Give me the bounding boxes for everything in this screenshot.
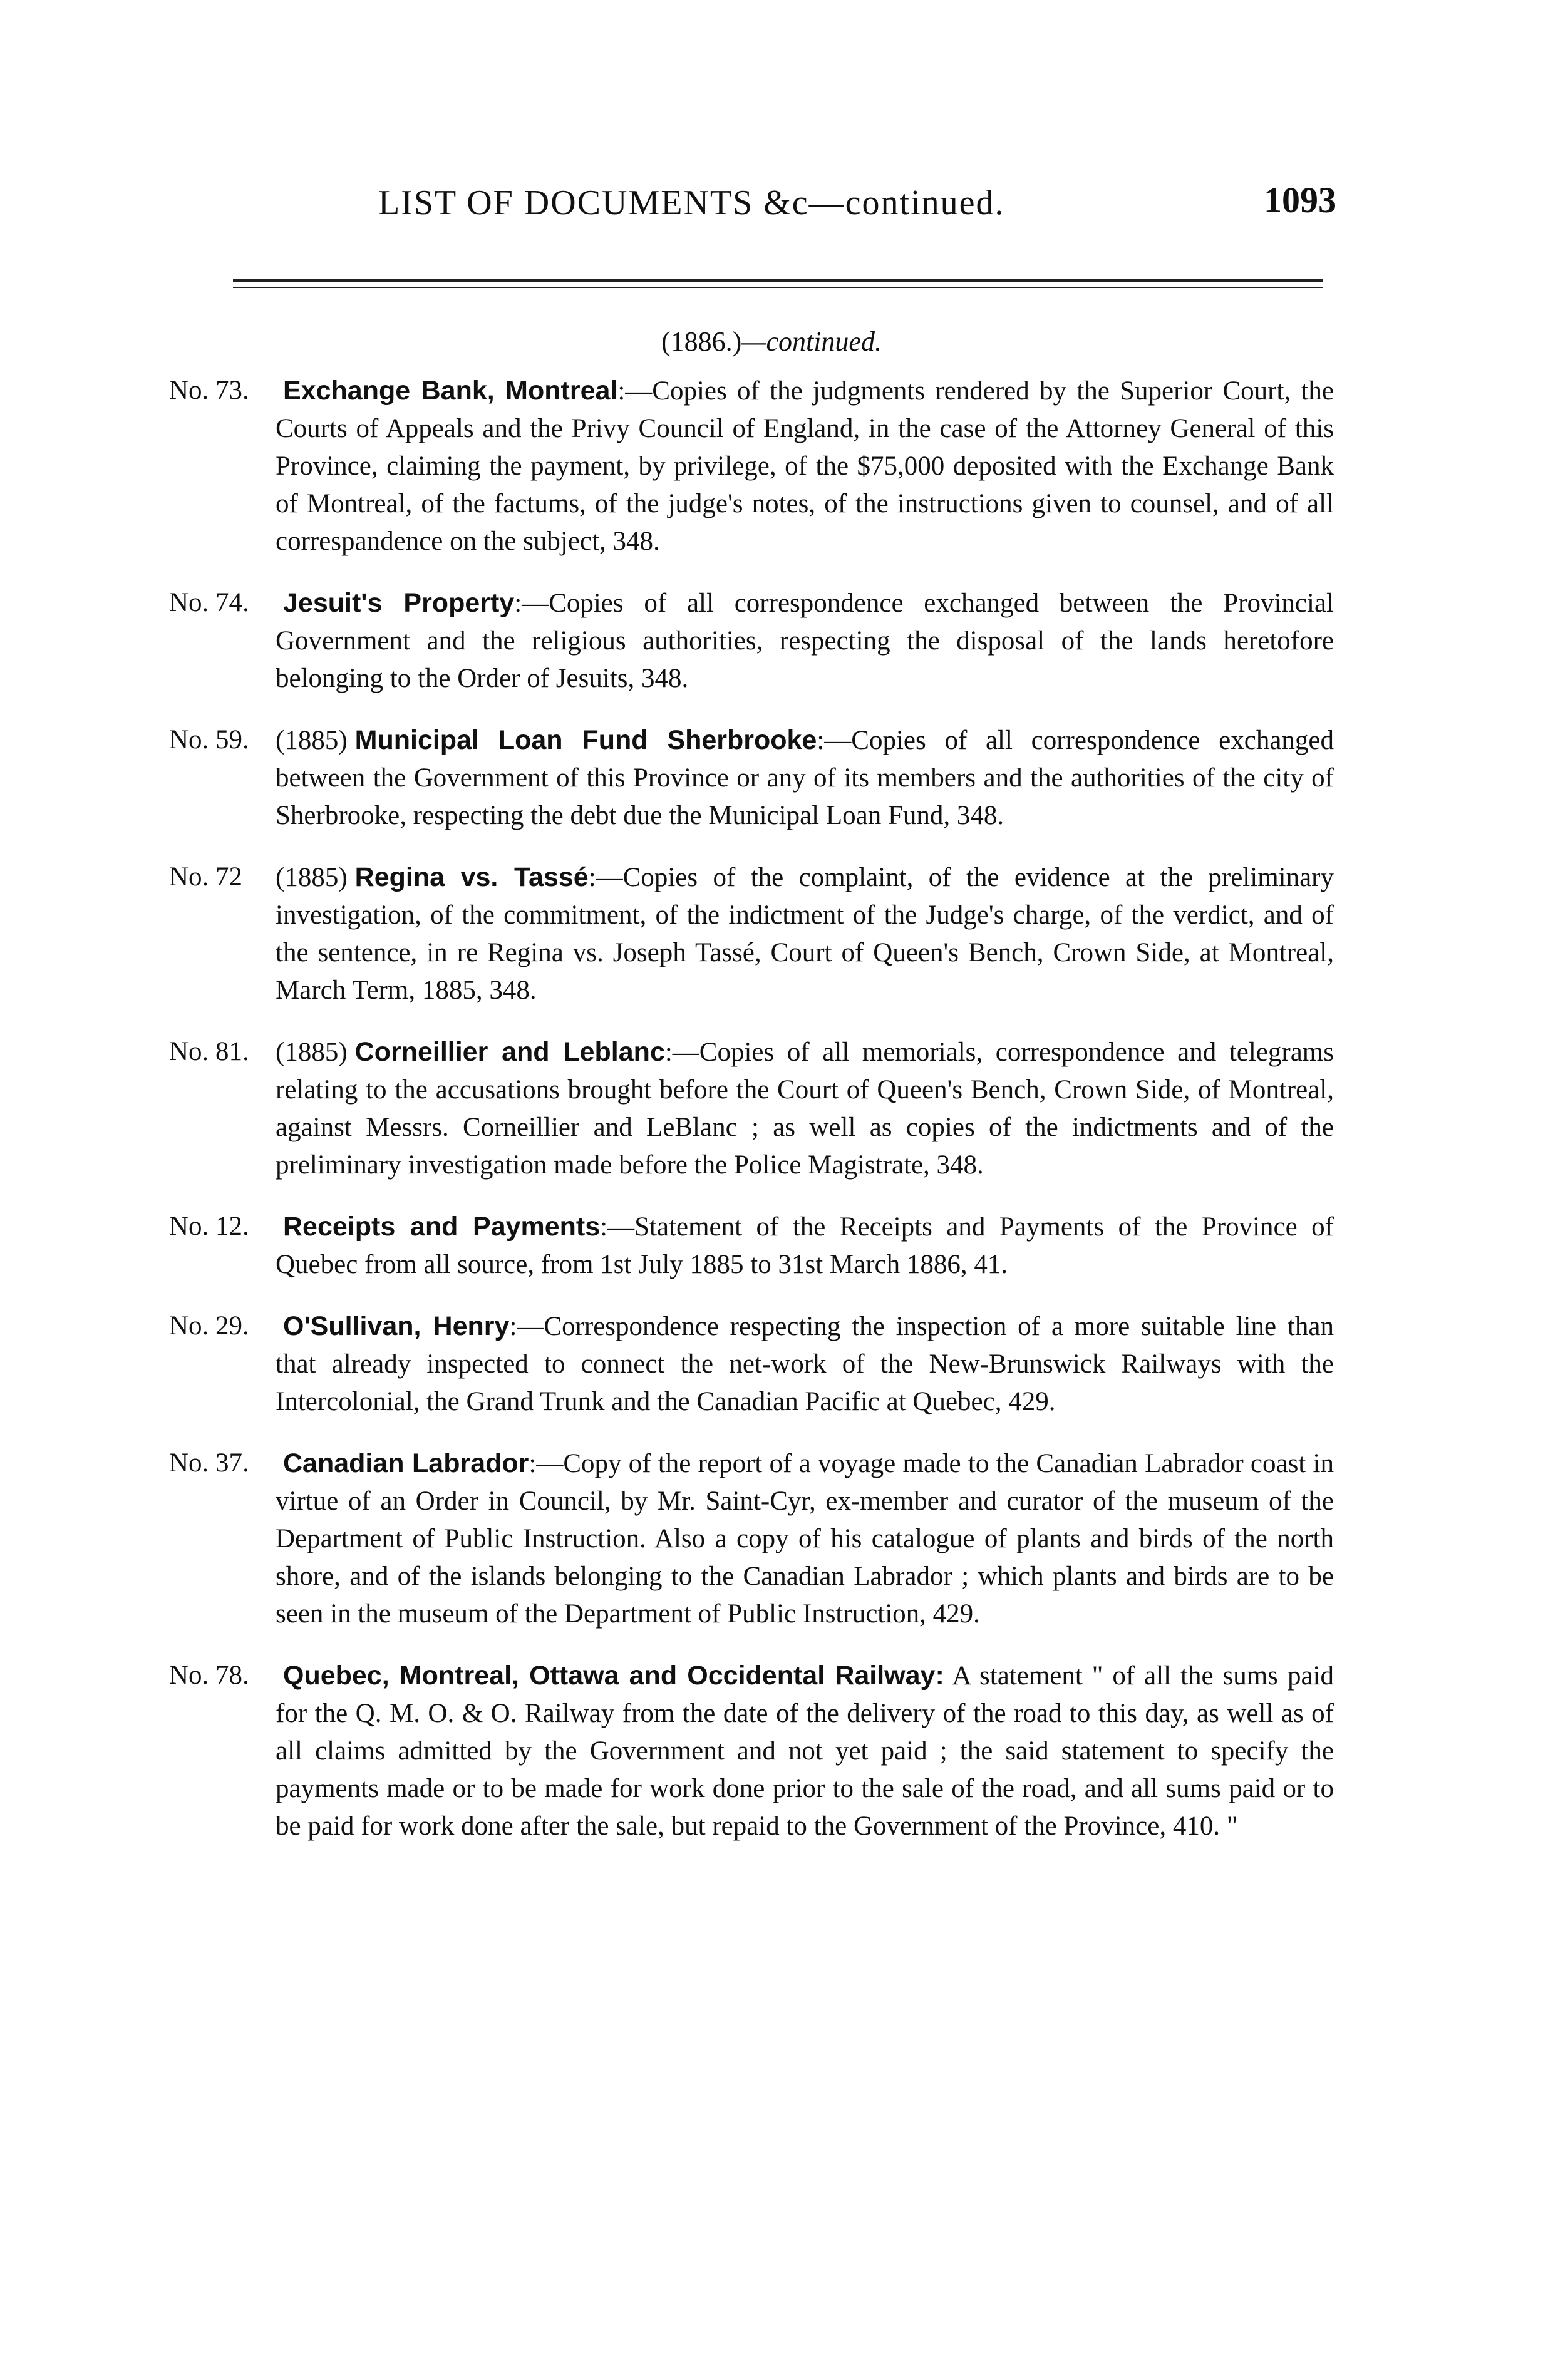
document-entry <box>169 1033 1334 1184</box>
entry-subject: Exchange Bank, Montreal <box>283 376 618 406</box>
entry-text: :—Copy of the report of a voyage made to the Canadian Labrador coast in virtue of an Order in Council, by Mr. Saint-Cyr, ex-member and curator of the museum of the Department of Public Instruction. Also a copy of his catalogue of plants and birds of the north shore, and of the islands belonging to the Canadian Labrador ; which plants and birds are to be seen in the museum of the Department of Public Instruction, 429. <box>276 1449 1334 1629</box>
document-entry <box>169 1208 1334 1284</box>
document-entry <box>169 1307 1334 1421</box>
section-heading <box>0 326 1543 358</box>
section-continued: —continued. <box>741 326 882 357</box>
entry-number: No. 78. <box>169 1661 249 1690</box>
section-year: (1886.) <box>661 326 742 357</box>
entry-number: No. 12. <box>169 1212 249 1241</box>
document-entry <box>169 372 1334 560</box>
entry-text: :—Statement of the Receipts and Payments of the Province of Quebec from all source, from 1st July 1885 to 31st March 1886, 41. <box>276 1212 1334 1279</box>
entry-year: (1885) <box>276 726 348 755</box>
entry-subject: Regina vs. Tassé <box>354 862 589 892</box>
header-rule-thin <box>233 287 1323 288</box>
entry-subject: Canadian Labrador <box>283 1448 529 1478</box>
entry-subject: Corneillier and Leblanc <box>354 1037 665 1067</box>
page-header <box>378 179 1336 229</box>
entry-subject: O'Sullivan, Henry <box>283 1311 510 1341</box>
entry-subject: Receipts and Payments <box>283 1212 601 1242</box>
entry-number: No. 72 <box>169 862 243 892</box>
entry-text: :—Correspondence respecting the inspection of a more suitable line than that already inspected to connect the net-work of the New-Brunswick Railways with the Intercolonial, the Grand Trunk and the Canadian Pacific at Quebec, 429. <box>276 1312 1334 1416</box>
document-entry <box>169 1657 1334 1845</box>
entry-number: No. 59. <box>169 725 249 755</box>
entry-year: (1885) <box>276 863 348 892</box>
entry-subject: Municipal Loan Fund Sherbrooke <box>354 725 817 755</box>
entry-subject: Quebec, Montreal, Ottawa and Occidental Railway: <box>283 1661 944 1691</box>
document-entry <box>169 858 1334 1009</box>
entry-year: (1885) <box>276 1038 348 1067</box>
entry-text: :—Copies of all correspondence exchanged between the Provincial Government and the religious authorities, respecting the disposal of the lands heretofore belonging to the Order of Jesuits, 348. <box>276 589 1334 693</box>
entry-number: No. 29. <box>169 1311 249 1341</box>
document-entry <box>169 721 1334 835</box>
entry-number: No. 37. <box>169 1448 249 1478</box>
entry-text: :—Copies of the judgments rendered by the Superior Court, the Courts of Appeals and the Privy Council of England, in the case of the Attorney General of this Province, claiming the payment, by privilege, of the $75,000 deposited with the Exchange Bank of Montreal, of the factums, of the judge's notes, of the instructions given to counsel, and of all correspandence on the subject, 348. <box>276 376 1334 556</box>
document-list <box>169 372 1334 1869</box>
header-rule <box>233 279 1323 282</box>
document-entry <box>169 584 1334 698</box>
entry-subject: Jesuit's Property <box>283 588 515 618</box>
entry-text: :—Copies of all correspondence exchanged between the Government of this Province or any of its members and the authorities of the city of Sherbrooke, respecting the debt due the Municipal Loan Fund, 348. <box>276 726 1334 830</box>
entry-text: A statement " of all the sums paid for the Q. M. O. & O. Railway from the date of the delivery of the road to this day, as well as of all claims admitted by the Government and not yet paid ; the said statement to specify the payments made or to be made for work done prior to the sale of the road, and all sums paid or to be paid for work done after the sale, but repaid to the Government of the Province, 410. " <box>276 1661 1334 1841</box>
entry-number: No. 81. <box>169 1037 249 1066</box>
entry-number: No. 73. <box>169 376 249 405</box>
entry-text: :—Copies of the complaint, of the evidence at the preliminary investigation, of the commitment, of the indictment of the Judge's charge, of the verdict, and of the sentence, in re Regina vs. Joseph Tassé, Court of Queen's Bench, Crown Side, at Montreal, March Term, 1885, 348. <box>276 863 1334 1005</box>
page-number: 1093 <box>1264 180 1336 220</box>
running-head: LIST OF DOCUMENTS &c—continued. <box>378 183 1005 222</box>
document-entry <box>169 1445 1334 1633</box>
entry-text: :—Copies of all memorials, correspondence and telegrams relating to the accusations brought before the Court of Queen's Bench, Crown Side, of Montreal, against Messrs. Corneillier and LeBlanc ; as well as copies of the indictments and of the preliminary investigation made before the Police Magistrate, 348. <box>276 1038 1334 1180</box>
entry-number: No. 74. <box>169 588 249 617</box>
